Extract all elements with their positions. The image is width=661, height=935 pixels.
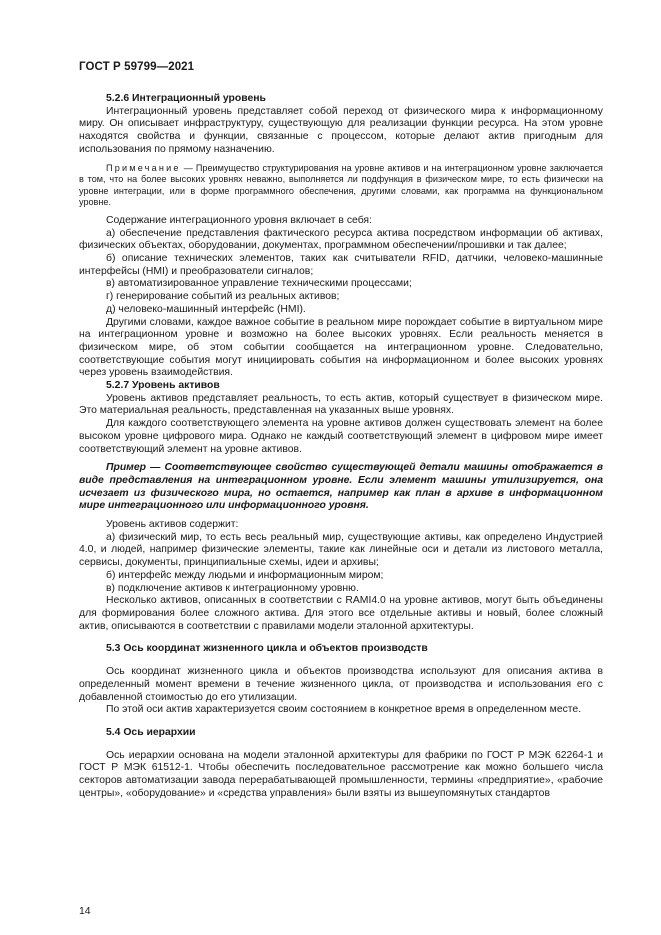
document-body: [79, 93, 603, 800]
paragraph: Содержание интеграционного уровня включает в себя:: [106, 214, 372, 226]
list-item: а) физический мир, то есть весь реальный мир, существующие активы, как определено Индустрией 4.0, и людей, например физические элементы, такие как линейные оси и детали из листового металла, сервисы, документы, принципиальные схемы, идеи и архивы;: [79, 531, 603, 569]
paragraph: Уровень активов содержит:: [106, 519, 239, 531]
note-text: — Преимущество структурирования на уровне активов и на интеграционном уровне заключается в том, что на более высоких уровнях неважно, выполняется ли подфункция в физическом мире, то есть физически на уровне интеграции, или в форме программного обеспечения, другими словами, как программа на функциональном уровне.: [79, 162, 603, 208]
page-number: 14: [79, 906, 91, 917]
list-item: в) автоматизированное управление техническими процессами;: [106, 278, 412, 290]
paragraph: Ось иерархии основана на модели эталонной архитектуры для фабрики по ГОСТ Р МЭК 62264-1 и ГОСТ Р МЭК 61512-1. Чтобы обеспечить последовательное рассмотрение как можно большего числа секторов автоматизации завода перерабатывающей промышленности, термины «предприятие», «рабочие центры», «оборудование» и «средства управления» были взяты из вышеупомянутых стандартов: [79, 749, 603, 799]
paragraph: Для каждого соответствующего элемента на уровне активов должен существовать элемент на более высоком уровне цифрового мира. Однако не каждый соответствующий элемент в цифровом мире имеет соответствующий элемент на уровне активов.: [79, 418, 603, 455]
paragraph: Уровень активов представляет реальность, то есть актив, который существует в физическом мире. Это материальная реальность, представленная на указанных выше уровнях.: [79, 392, 603, 417]
paragraph: По этой оси актив характеризуется своим состоянием в конкретное время в определенном месте.: [106, 704, 582, 716]
section-heading-5-3: 5.3 Ось координат жизненного цикла и объектов производств: [106, 643, 428, 655]
paragraph: Ось координат жизненного цикла и объектов производства используют для описания актива в определенный момент времени в течение жизненного цикла, от производства и использования его с добавленной стоимостью до его утилизации.: [79, 666, 603, 703]
section-heading-5-2-7: 5.2.7 Уровень активов: [106, 380, 220, 392]
section-heading-5-2-6: 5.2.6 Интеграционный уровень: [106, 93, 266, 104]
note-paragraph: [79, 163, 603, 209]
paragraph: Интеграционный уровень представляет собой переход от физического мира к информационному миру. Он описывает инфраструктуру, существующую для реализации функции ресурса. На этом уровне находятся свойства и функции, связанные с процессом, которые делают актив пригодным для использования по прямому назначению.: [79, 105, 603, 155]
paragraph: Несколько активов, описанных в соответствии с RAMI4.0 на уровне активов, могут быть объединены для формирования более сложного актива. Для этого все отдельные активы и новый, более сложный актив, описываются в соответствии с правилами модели эталонной архитектуры.: [79, 595, 603, 632]
list-item: а) обеспечение представления фактического ресурса актива посредством информации об активах, физических объектах, оборудовании, документах, программном обеспечении/прошивки и так далее;: [79, 227, 603, 252]
document-header: ГОСТ Р 59799—2021: [79, 61, 195, 73]
example-paragraph: Пример — Соответствующее свойство существующей детали машины отображается в виде представления на интеграционном уровне. Если элемент машины утилизируется, она исчезает из физического мира, но остается, например как план в архиве в информационном мире интеграционного или информационного уровня.: [79, 462, 603, 512]
list-item: в) подключение активов к интеграционному уровню.: [106, 582, 359, 594]
list-item: г) генерирование событий из реальных активов;: [106, 291, 340, 303]
list-item: б) описание технических элементов, таких как считыватели RFID, датчики, человеко-машинные интерфейсы (HMI) и преобразователи сигналов;: [79, 253, 603, 277]
list-item: д) человеко-машинный интерфейс (HMI).: [106, 303, 306, 315]
note-label: Примечание: [106, 162, 181, 173]
paragraph: Другими словами, каждое важное событие в реальном мире порождает событие в виртуальном мире на интеграционном уровне и возможно на более высоких уровнях. Если реальность меняется в физическом мире, об этом событии сообщается на интеграционном уровне. Следовательно, соответствующие события могут инициировать события на информационном и более высоких уровнях через уровень взаимодействия.: [79, 316, 603, 379]
list-item: б) интерфейс между людьми и информационным миром;: [106, 569, 384, 581]
section-heading-5-4: 5.4 Ось иерархии: [106, 726, 196, 738]
